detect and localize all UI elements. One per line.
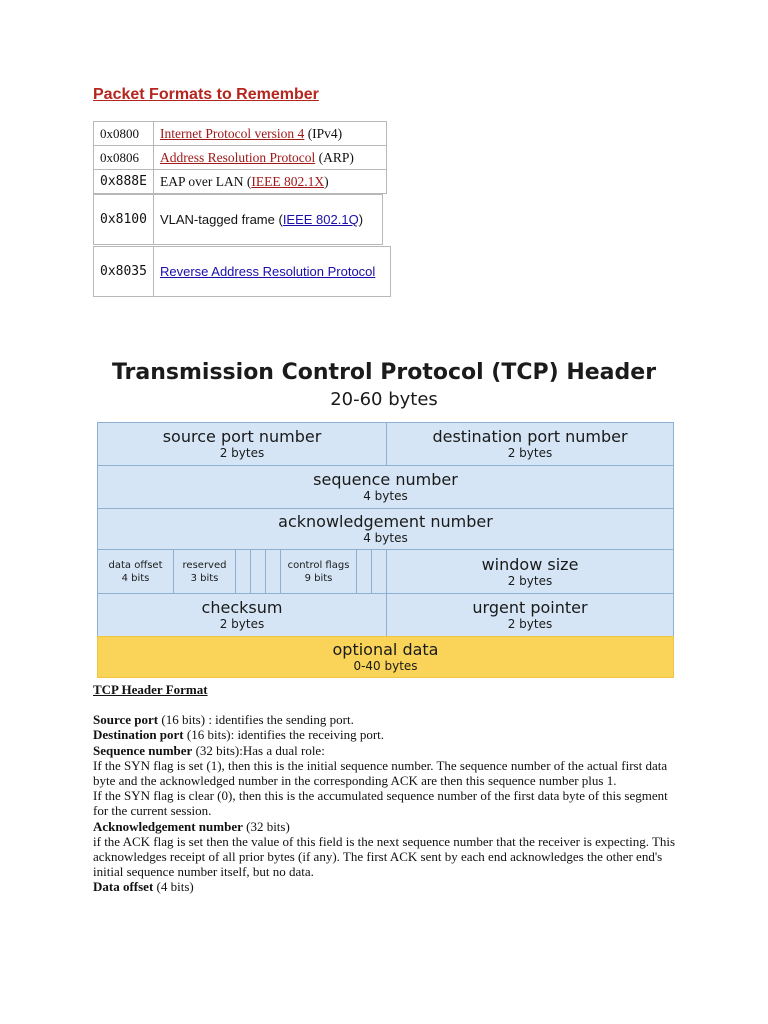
field-size: 2 bytes [219,617,265,631]
protocol-link[interactable]: IEEE 802.1Q [282,212,359,227]
field-label: Source port [93,712,159,728]
sequence-paragraph: If the SYN flag is set (1), then this is the initial sequence number. The sequence number of the actual first data byte and the acknowledged number in the corresponding ACK are then this sequence number plus 1. [93,757,668,789]
field-name: data offset [108,559,163,571]
diagram-title: Transmission Control Protocol (TCP) Header [111,360,657,385]
flag-bit [235,549,251,594]
field-size: 0-40 bytes [353,659,418,673]
field-label: Data offset [93,879,154,895]
field-size: 3 bits [190,572,219,584]
field-label: Destination port [93,727,184,743]
protocol-suffix: (ARP) [315,149,354,165]
field-urgent-pointer [386,593,674,637]
field-destination-port [386,422,674,466]
packet-formats-table-rarp [93,246,391,297]
sequence-paragraph: If the SYN flag is clear (0), then this is the accumulated sequence number of the first data byte of this segment for the current session. [93,788,668,819]
acknowledgement-number-description [93,819,683,834]
diagram-subtitle: 20-60 bytes [330,389,438,410]
field-text: (4 bits) [153,879,194,895]
field-size: 2 bytes [507,573,553,588]
table-row [94,247,391,297]
packet-formats-table-vlan [93,194,383,245]
ethertype-code: 0x8100 [94,195,154,245]
flag-bit [265,549,281,594]
table-row [94,122,387,146]
table-row [94,146,387,170]
flag-bit [250,549,266,594]
field-name: optional data [332,640,439,659]
field-acknowledgement-number [97,508,674,550]
field-text: (16 bits): identifies the receiving port. [183,727,385,743]
protocol-link[interactable]: Internet Protocol version 4 [159,125,305,141]
field-size: 2 bytes [507,446,553,460]
field-reserved [173,549,236,594]
page-heading: Packet Formats to Remember [93,86,319,103]
ethertype-code: 0x888E [94,170,154,194]
field-size: 4 bits [121,572,150,584]
table-row [94,170,387,194]
field-name: control flags [287,559,350,571]
flag-bit [356,549,372,594]
protocol-prefix: VLAN-tagged frame ( [159,212,283,227]
source-port-description [93,712,683,727]
field-label: Sequence number [93,742,193,758]
sequence-number-description [93,743,683,758]
protocol-link[interactable]: Address Resolution Protocol [159,149,316,165]
data-offset-description [93,879,683,894]
protocol-description [153,247,390,297]
section-title: TCP Header Format [93,682,208,697]
field-text: (16 bits) : identifies the sending port. [158,712,354,728]
field-size: 4 bytes [363,489,408,503]
field-data-offset [97,549,174,594]
protocol-description [153,195,382,245]
field-checksum [97,593,387,637]
protocol-prefix: EAP over LAN ( [159,173,252,189]
protocol-suffix: ) [324,173,329,189]
field-name: sequence number [313,470,458,489]
field-name: source port number [162,427,322,446]
field-control-flags [280,549,357,594]
tcp-header-format-text [93,682,683,895]
field-name: urgent pointer [472,598,588,617]
protocol-suffix: ) [358,212,364,227]
ethertype-code: 0x0800 [94,122,154,146]
field-size: 9 bits [304,572,333,584]
protocol-description [153,146,386,170]
field-source-port [97,422,387,466]
field-label: Acknowledgement number [93,818,243,834]
field-name: destination port number [432,427,628,446]
flag-bit [371,549,387,594]
field-sequence-number [97,465,674,509]
field-name: window size [481,554,579,574]
ethertype-code: 0x8035 [94,247,154,297]
field-name: acknowledgement number [278,512,493,531]
field-name: reserved [182,559,227,571]
protocol-link[interactable]: Reverse Address Resolution Protocol [159,264,376,279]
protocol-description [153,170,386,194]
field-optional-data [97,636,674,678]
table-row [94,195,383,245]
field-size: 2 bytes [219,446,265,460]
field-window-size [386,549,674,594]
protocol-link[interactable]: IEEE 802.1X [251,173,325,189]
field-size: 4 bytes [363,531,408,545]
protocol-description [153,122,386,146]
field-text: (32 bits):Has a dual role: [192,742,325,758]
field-size: 2 bytes [507,617,553,631]
field-text: (32 bits) [242,818,290,834]
ethertype-code: 0x0806 [94,146,154,170]
field-name: checksum [201,598,283,617]
protocol-suffix: (IPv4) [304,125,343,141]
acknowledgement-paragraph: if the ACK flag is set then the value of this field is the next sequence number that the receiver is expecting. This acknowledges receipt of all prior bytes (if any). The first ACK sent by each end acknowledges the other end's initial sequence number itself, but no data. [93,833,676,880]
packet-formats-table-main [93,121,387,194]
destination-port-description [93,727,683,742]
